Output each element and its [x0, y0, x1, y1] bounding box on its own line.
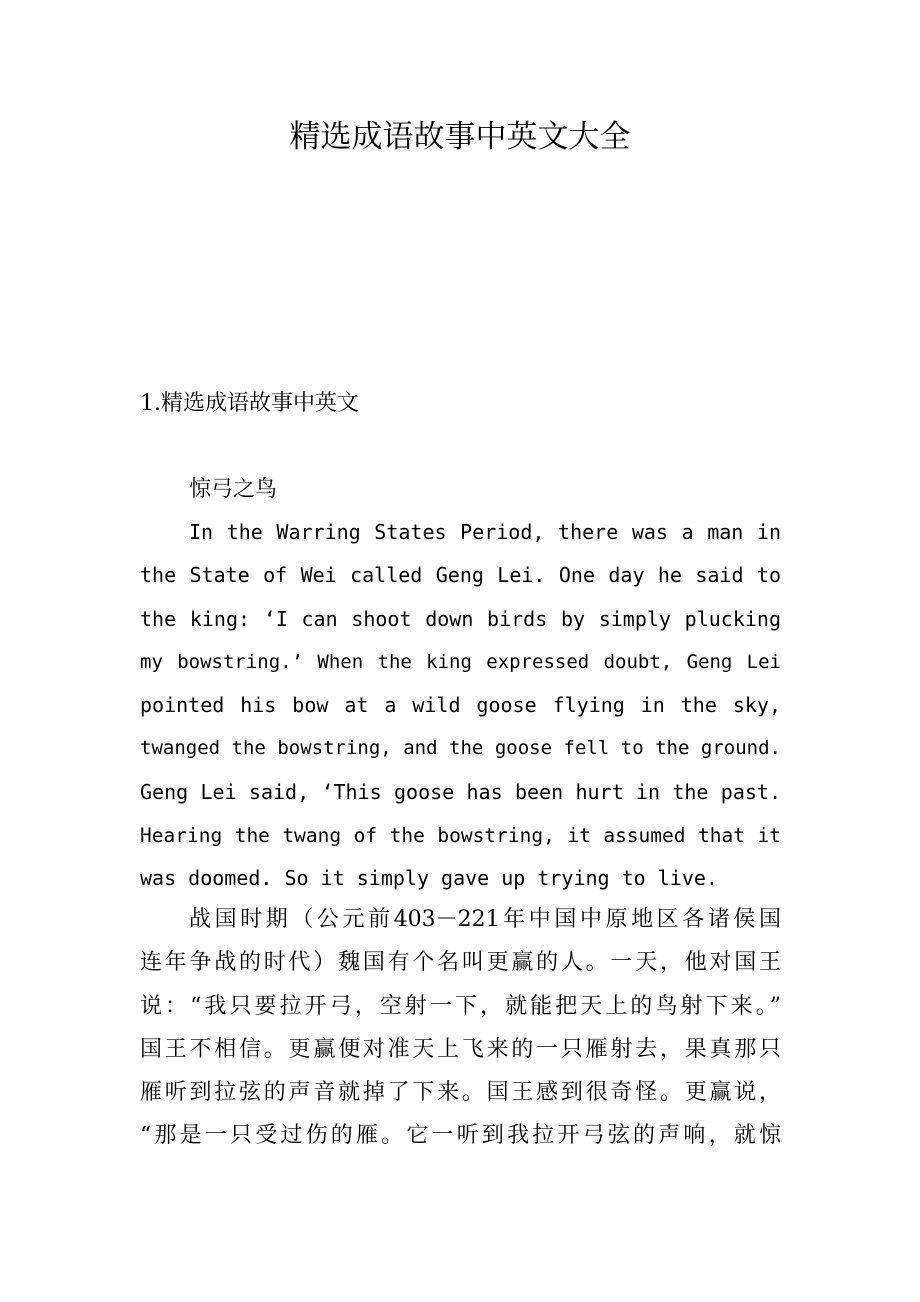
chinese-line: 连年争战的时代）魏国有个名叫更赢的人。一天，他对国王 — [140, 950, 781, 976]
english-line: twanged the bowstring, and the goose fell to the ground. — [140, 737, 781, 760]
section-heading: 1.精选成语故事中英文 — [140, 391, 359, 416]
english-line: In the Warring States Period, there was a man in — [189, 520, 781, 544]
english-line: Geng Lei said, ‘This goose has been hurt in the past. — [140, 779, 781, 804]
chinese-line: “那是一只受过伤的雁。它一听到我拉开弓弦的声响，就惊 — [140, 1123, 781, 1149]
english-line: my bowstring.’ When the king expressed doubt, Geng Lei — [140, 650, 781, 673]
english-line: Hearing the twang of the bowstring, it assumed that it — [140, 824, 781, 848]
chinese-line: 国王不相信。更赢便对准天上飞来的一只雁射去，果真那只 — [140, 1036, 781, 1062]
english-line: pointed his bow at a wild goose flying in the sky, — [140, 693, 781, 718]
chinese-paragraph — [140, 898, 781, 1158]
chinese-line: 雁听到拉弦的声音就掉了下来。国王感到很奇怪。更赢说， — [140, 1080, 781, 1106]
chinese-line: 战国时期（公元前403－221年中国中原地区各诸侯国 — [189, 907, 781, 932]
story-title: 惊弓之鸟 — [189, 477, 278, 502]
chinese-line: 说：“我只要拉开弓，空射一下，就能把天上的鸟射下来。” — [140, 993, 781, 1019]
english-line: the State of Wei called Geng Lei. One day he said to — [140, 563, 781, 588]
english-paragraph — [140, 511, 781, 901]
document-title: 精选成语故事中英文大全 — [289, 119, 631, 155]
english-line: the king: ‘I can shoot down birds by simply plucking — [140, 606, 781, 631]
english-line: was doomed. So it simply gave up trying to live. — [140, 866, 718, 891]
